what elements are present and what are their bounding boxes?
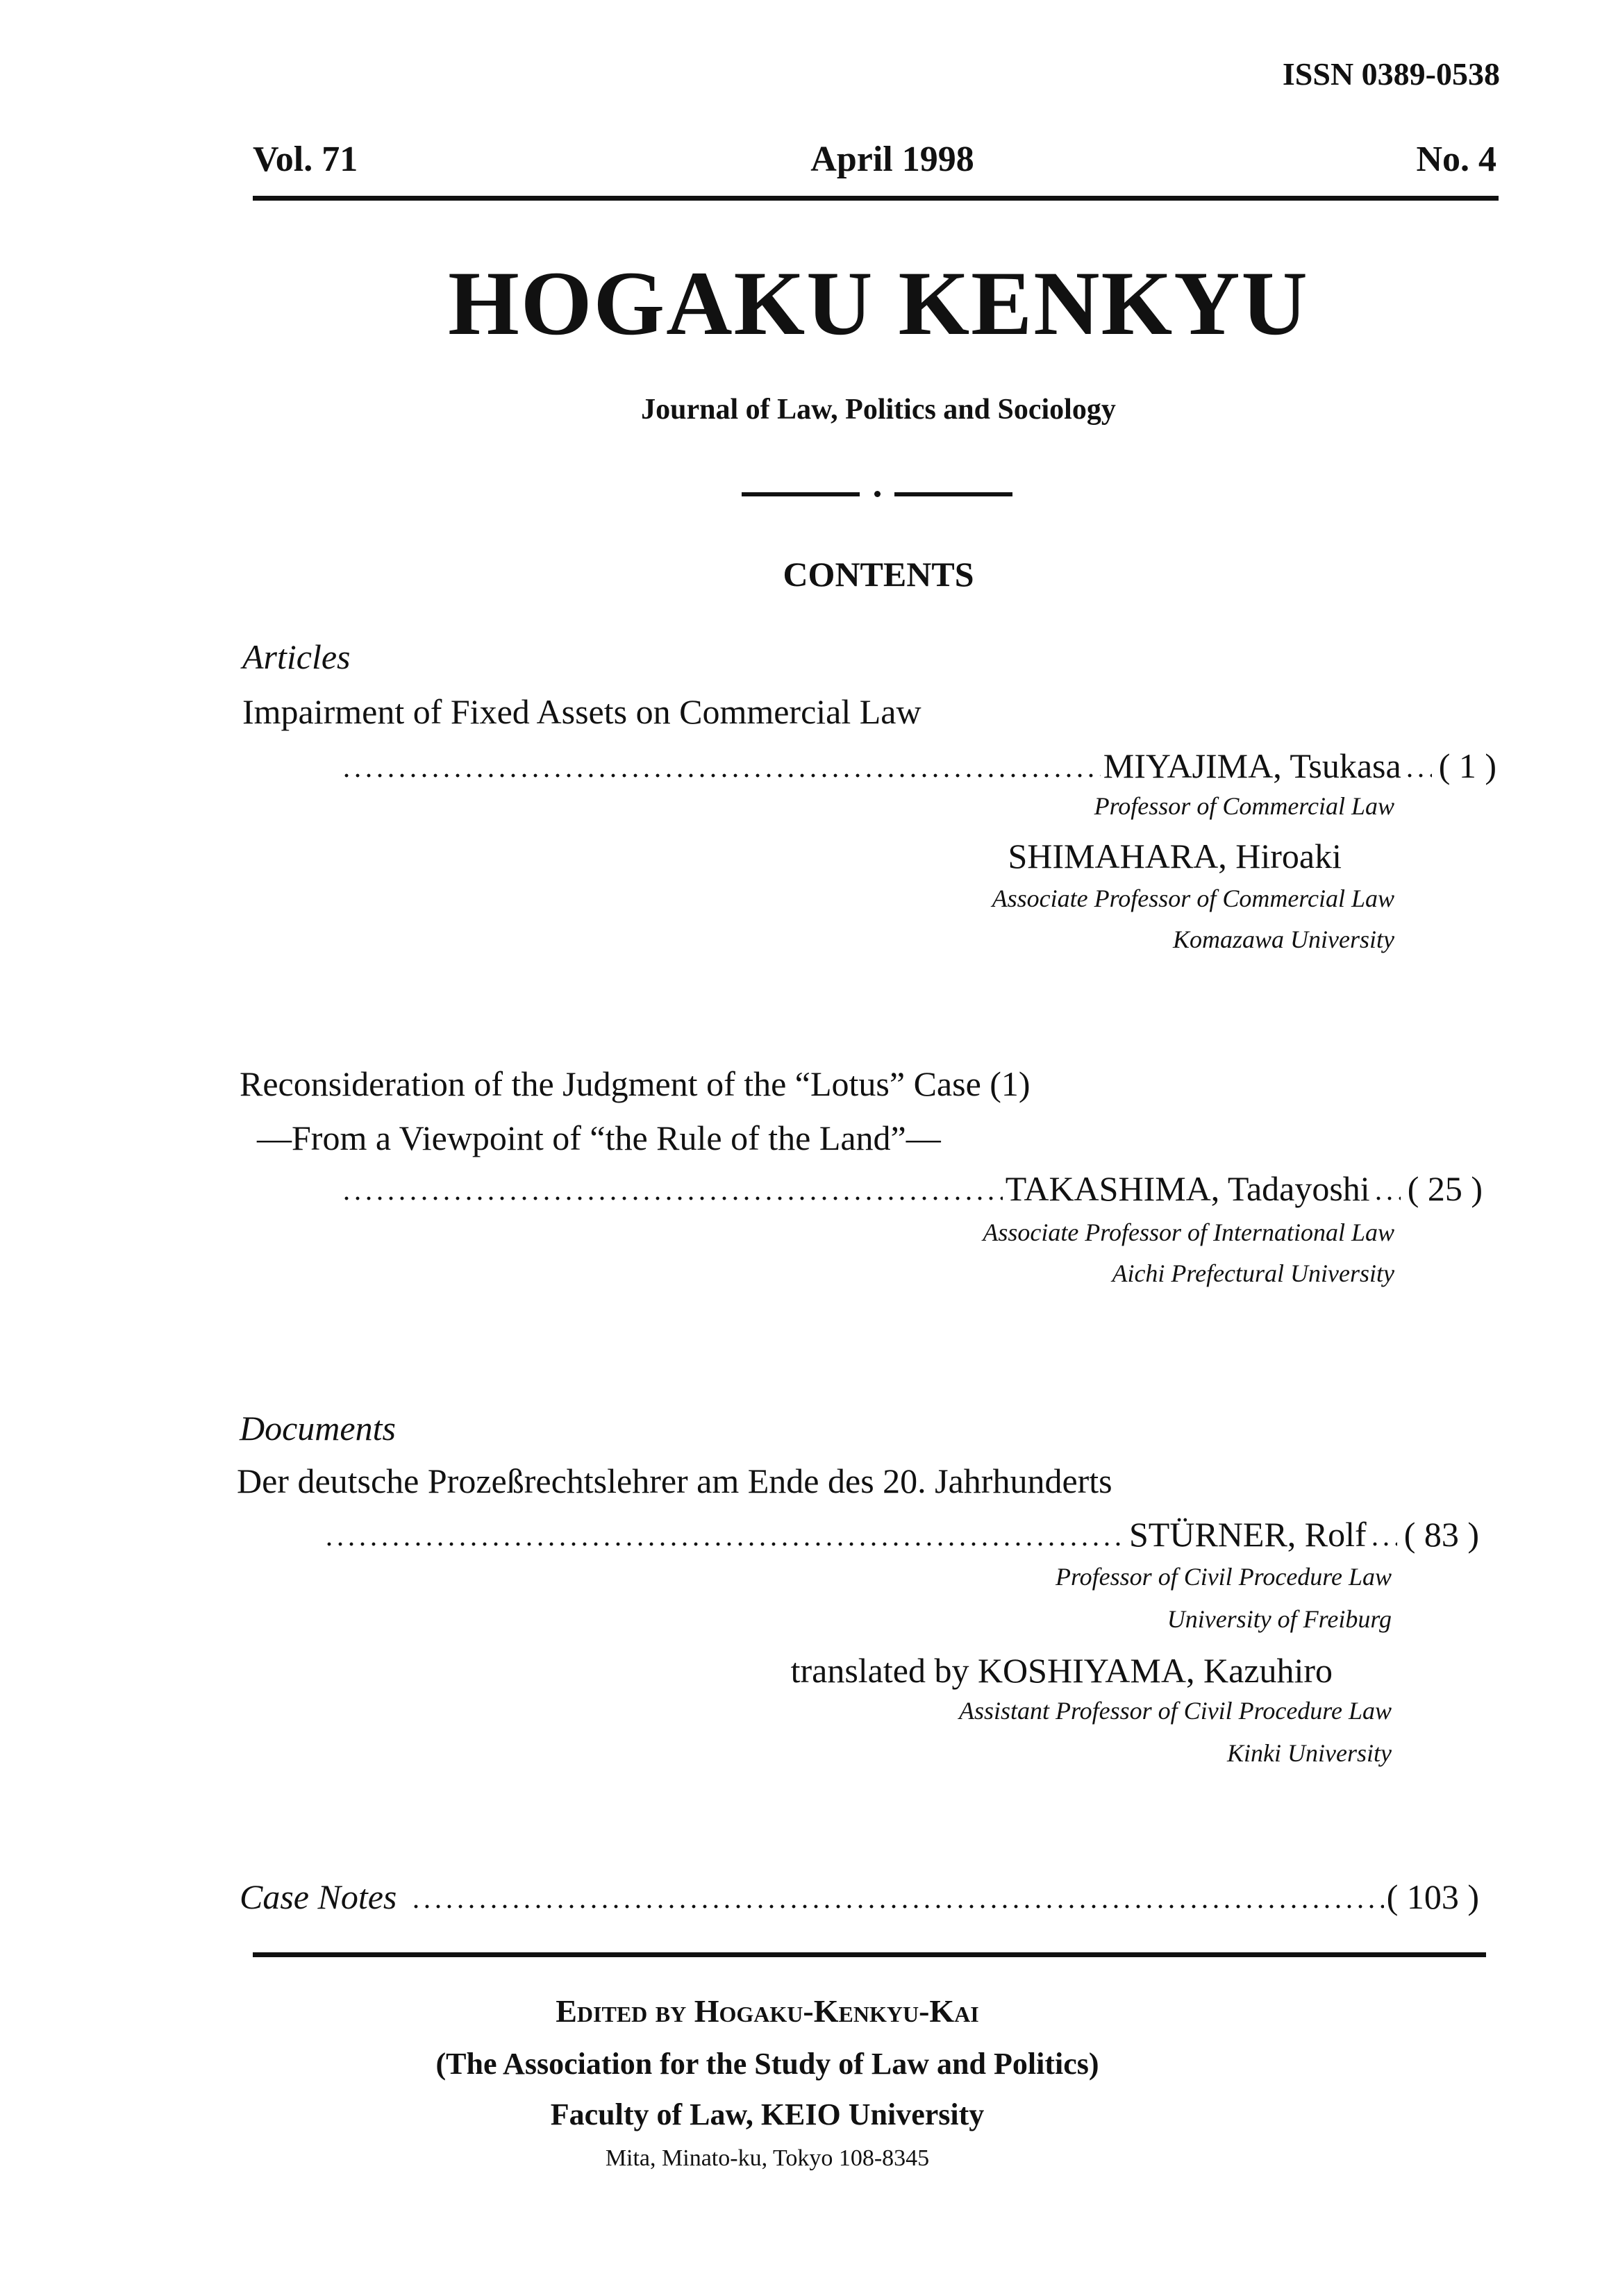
- toc-line: [338, 1169, 1483, 1208]
- translator-affiliation: Assistant Professor of Civil Procedure Law: [958, 1697, 1392, 1725]
- author: MIYAJIMA, Tsukasa: [1103, 746, 1401, 785]
- author-affiliation: Professor of Civil Procedure Law: [1056, 1563, 1392, 1591]
- author-affiliation: Associate Professor of International Law: [983, 1218, 1394, 1246]
- document-title: Der deutsche Prozeßrechtslehrer am Ende des 20. Jahrhunderts: [237, 1461, 1112, 1500]
- case-notes-entry[interactable]: [240, 1877, 1479, 1916]
- ornament-divider: [742, 490, 1019, 497]
- association: (The Association for the Study of Law and Politics): [435, 2047, 1099, 2081]
- section-heading-case-notes: Case Notes: [240, 1877, 397, 1916]
- page-number: ( 1 ): [1438, 746, 1496, 785]
- issn: ISSN 0389-0538: [1282, 56, 1500, 92]
- footer-rule: [253, 1952, 1486, 1957]
- institution: Aichi Prefectural University: [1112, 1259, 1394, 1287]
- page-number: ( 83 ): [1403, 1515, 1479, 1554]
- dot-leader: [324, 1542, 1126, 1546]
- header-rule: [253, 196, 1499, 201]
- author: TAKASHIMA, Tadayoshi: [1005, 1169, 1370, 1208]
- faculty: Faculty of Law, KEIO University: [550, 2097, 985, 2131]
- issue-date: April 1998: [810, 140, 974, 179]
- journal-subtitle: Journal of Law, Politics and Sociology: [641, 394, 1116, 426]
- author-affiliation: Professor of Commercial Law: [1094, 792, 1394, 820]
- contents-heading: CONTENTS: [783, 555, 974, 594]
- dot-leader: [1373, 1196, 1401, 1200]
- editor: Edited by Hogaku-Kenkyu-Kai: [556, 1993, 979, 2029]
- article-subtitle: —From a Viewpoint of “the Rule of the Land”—: [257, 1118, 941, 1157]
- toc-line: [321, 1515, 1479, 1554]
- section-heading-articles: Articles: [242, 637, 351, 676]
- coauthor-affiliation: Associate Professor of Commercial Law: [992, 885, 1394, 912]
- translator-institution: Kinki University: [1227, 1739, 1392, 1767]
- journal-title: HOGAKU KENKYU: [448, 252, 1309, 354]
- dot-leader: [1369, 1542, 1397, 1546]
- address: Mita, Minato-ku, Tokyo 108-8345: [605, 2145, 930, 2171]
- page-number: ( 103 ): [1386, 1877, 1479, 1916]
- article-title: Impairment of Fixed Assets on Commercial Law: [242, 692, 921, 731]
- toc-line: [338, 746, 1496, 785]
- dot-leader: [341, 773, 1101, 778]
- section-heading-documents: Documents: [240, 1409, 396, 1448]
- volume: Vol. 71: [253, 140, 358, 179]
- issue-number: No. 4: [1416, 140, 1496, 179]
- dot-leader: [341, 1196, 1003, 1200]
- author: STÜRNER, Rolf: [1128, 1515, 1367, 1554]
- institution: University of Freiburg: [1167, 1605, 1392, 1633]
- article-title: Reconsideration of the Judgment of the “Lotus” Case (1): [240, 1064, 1031, 1103]
- dot-leader: [1404, 773, 1432, 778]
- institution: Komazawa University: [1173, 925, 1394, 953]
- translator: translated by KOSHIYAMA, Kazuhiro: [790, 1651, 1333, 1690]
- coauthor: SHIMAHARA, Hiroaki: [1008, 837, 1342, 875]
- dot-leader: [410, 1904, 1383, 1909]
- page-number: ( 25 ): [1407, 1169, 1483, 1208]
